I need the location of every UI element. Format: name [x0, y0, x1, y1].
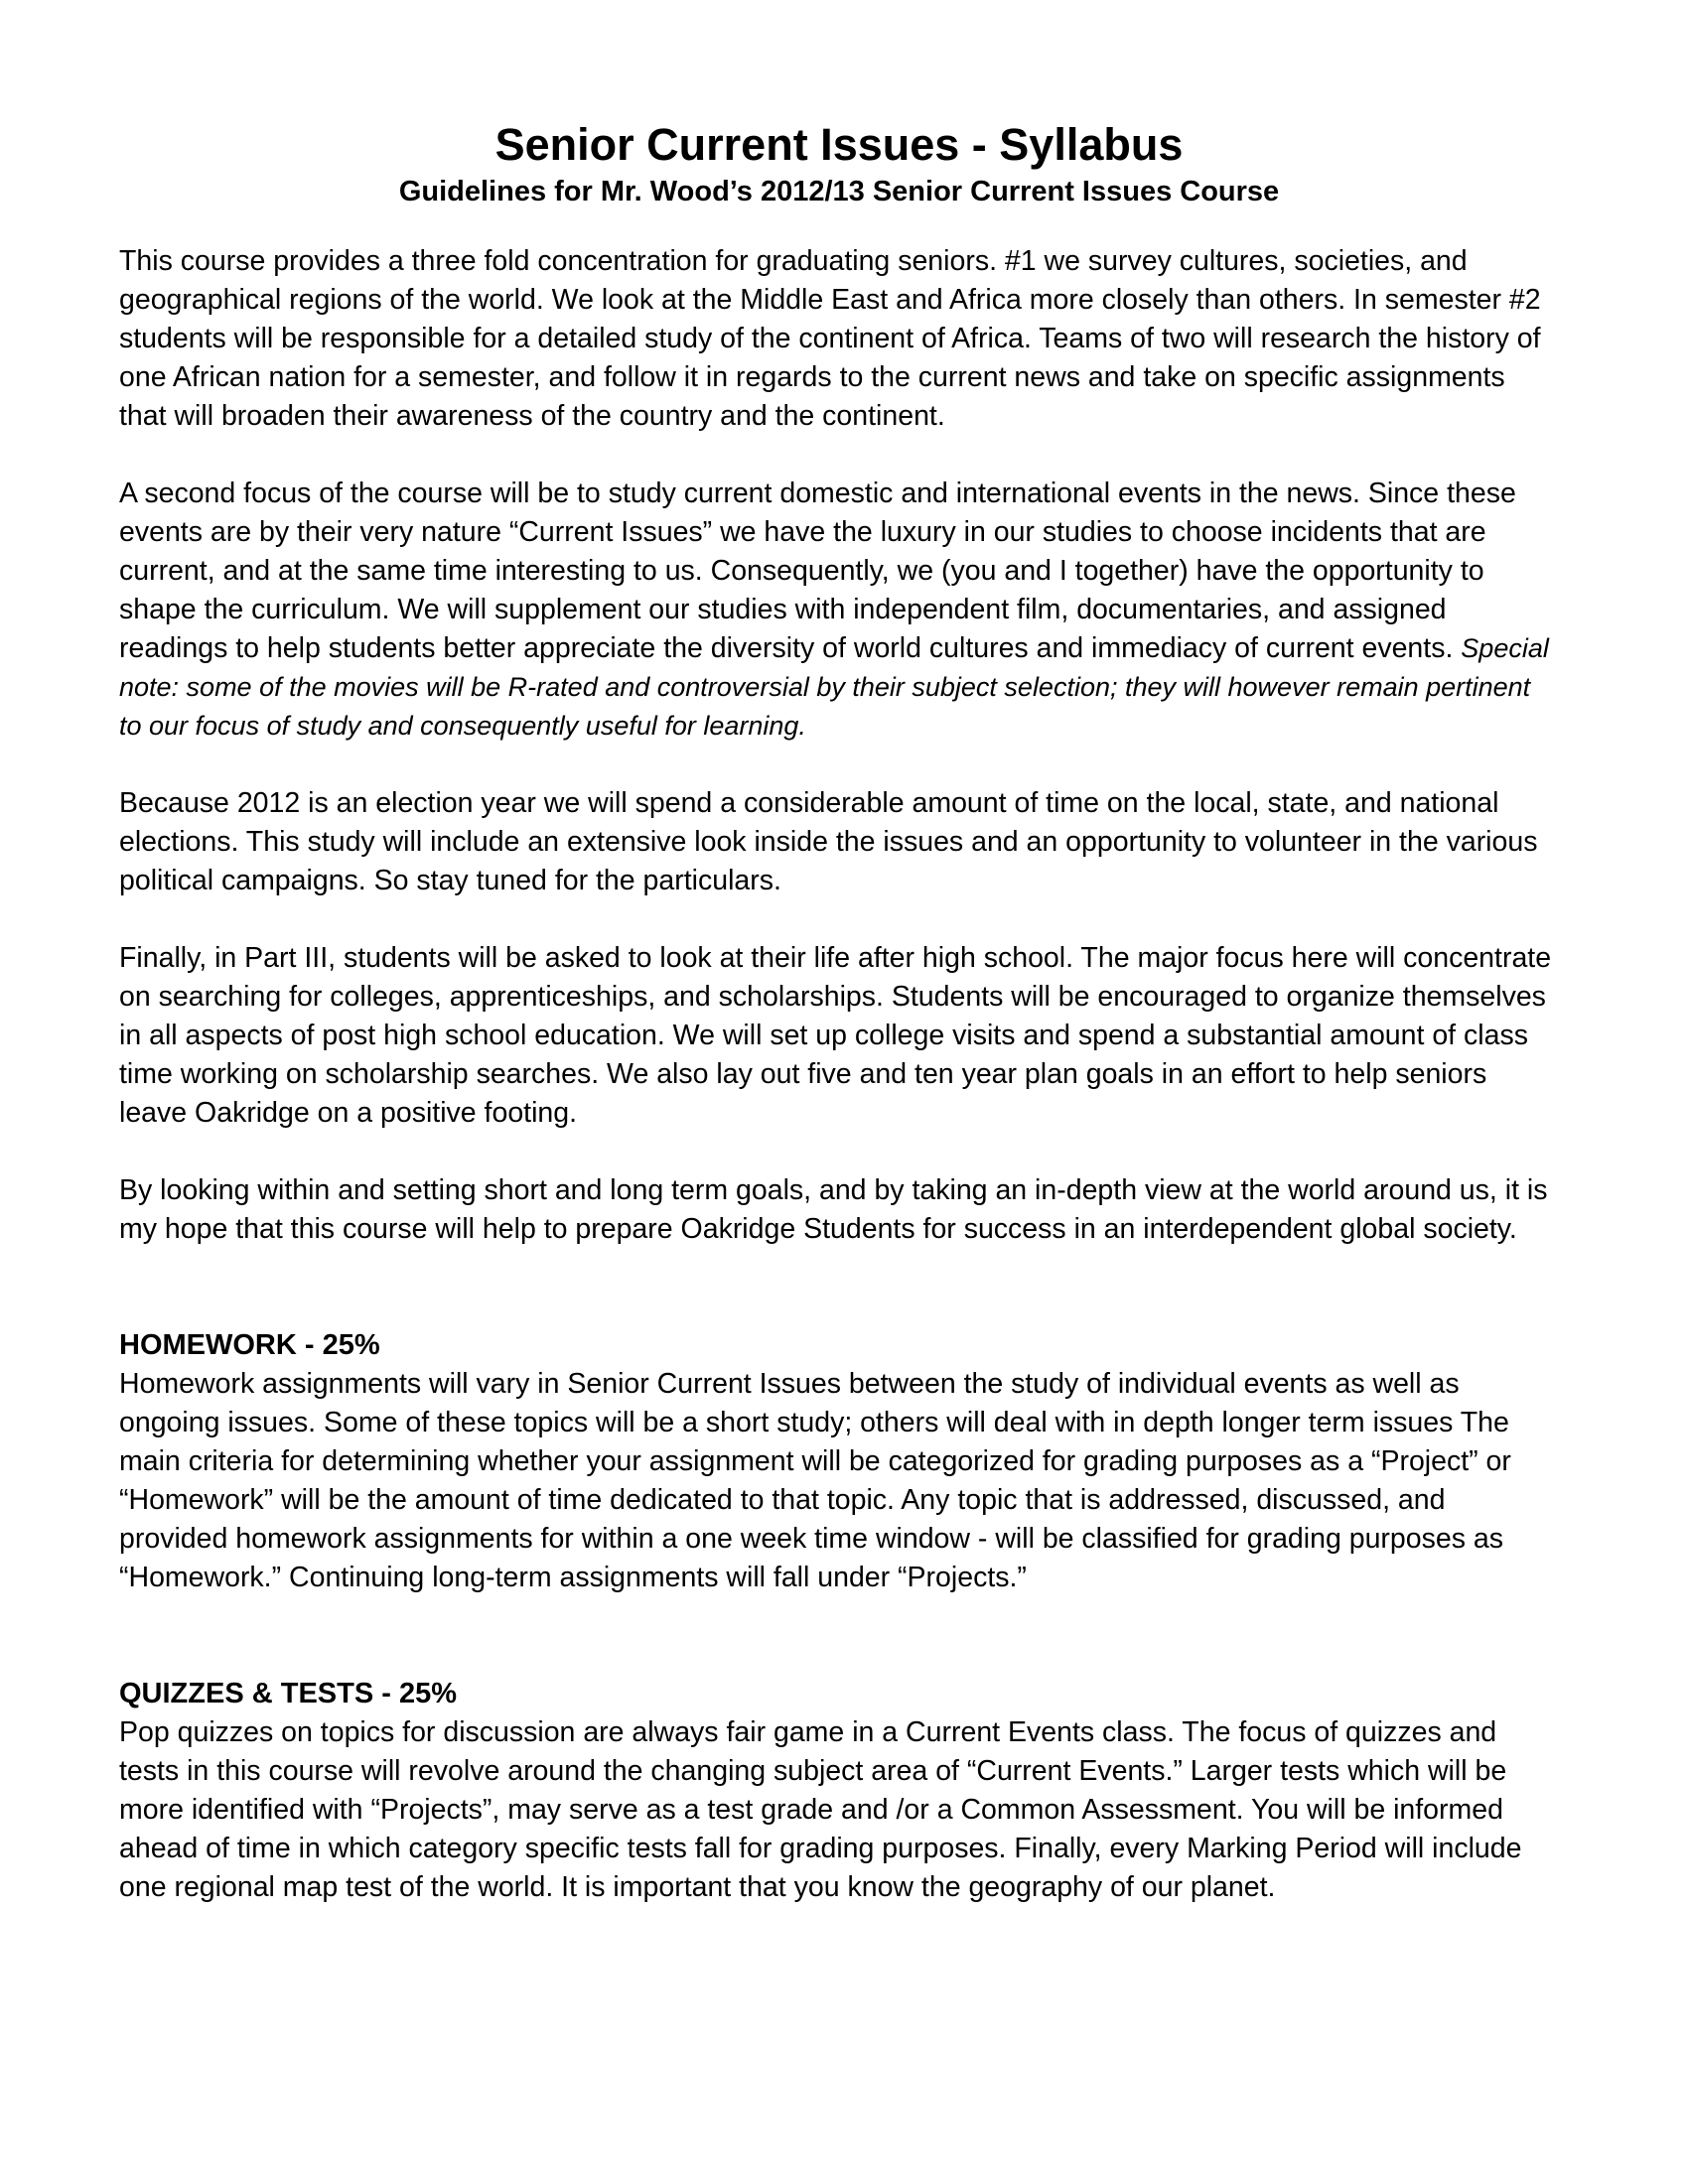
- page-title: Senior Current Issues - Syllabus: [494, 119, 1184, 170]
- special-note: Special note: some of the movies will be R-rated and controversial by their subject selection; they will however remain pertinent to our focus of study and consequently useful for learning.: [119, 633, 1549, 741]
- intro-paragraph-5: By looking within and setting short and long term goals, and by taking an in-depth view at the world around us, it is my hope that this course will help to prepare Oakridge Students for success in an interdependent global society.: [119, 1174, 1548, 1245]
- page-subtitle: Guidelines for Mr. Wood’s 2012/13 Senior Current Issues Course: [398, 176, 1280, 207]
- intro-paragraph-2: [119, 475, 1559, 746]
- homework-body: Homework assignments will vary in Senior Current Issues between the study of individual events as well as ongoing issues. Some of these topics will be a short study; others will deal with in depth longer term issues The main criteria for determining whether your assignment will be categorized for grading purposes as a “Project” or “Homework” will be the amount of time dedicated to that topic. Any topic that is addressed, discussed, and provided homework assignments for within a one week time window - will be classified for grading purposes as “Homework.” Continuing long-term assignments will fall under “Projects.”: [119, 1368, 1511, 1593]
- intro-paragraph-3: Because 2012 is an election year we will spend a considerable amount of time on the local, state, and national elections. This study will include an extensive look inside the issues and an opportunity to volunteer in the various political campaigns. So stay tuned for the particulars.: [119, 787, 1538, 896]
- syllabus-page: [119, 117, 1559, 1907]
- intro-paragraph-2-text: A second focus of the course will be to study current domestic and international events in the news. Since these events are by their very nature “Current Issues” we have the luxury in our studies to choose incidents that are current, and at the same time interesting to us. Consequently, we (you and I together) have the opportunity to shape the curriculum. We will supplement our studies with independent film, documentaries, and assigned readings to help students better appreciate the diversity of world cultures and immediacy of current events.: [119, 478, 1516, 664]
- intro-paragraph-1: This course provides a three fold concentration for graduating seniors. #1 we survey cultures, societies, and geographical regions of the world. We look at the Middle East and Africa more closely than others. In semester #2 students will be responsible for a detailed study of the continent of Africa. Teams of two will research the history of one African nation for a semester, and follow it in regards to the current news and take on specific assignments that will broaden their awareness of the country and the continent.: [119, 245, 1541, 432]
- intro-paragraph-4: Finally, in Part III, students will be asked to look at their life after high school. The major focus here will concentrate on searching for colleges, apprenticeships, and scholarships. Students will be encouraged to organize themselves in all aspects of post high school education. We will set up college visits and spend a substantial amount of class time working on scholarship searches. We also lay out five and ten year plan goals in an effort to help seniors leave Oakridge on a positive footing.: [119, 942, 1552, 1129]
- quizzes-tests-section: [119, 1675, 1559, 1907]
- quizzes-tests-body: Pop quizzes on topics for discussion are always fair game in a Current Events class. The focus of quizzes and tests in this course will revolve around the changing subject area of “Current Events.” Larger tests which will be more identified with “Projects”, may serve as a test grade and /or a Common Assessment. You will be informed ahead of time in which category specific tests fall for grading purposes. Finally, every Marking Period will include one regional map test of the world. It is important that you know the geography of our planet.: [119, 1716, 1522, 1903]
- homework-heading: HOMEWORK - 25%: [119, 1329, 380, 1361]
- homework-section: [119, 1326, 1559, 1597]
- quizzes-tests-heading: QUIZZES & TESTS - 25%: [119, 1678, 457, 1709]
